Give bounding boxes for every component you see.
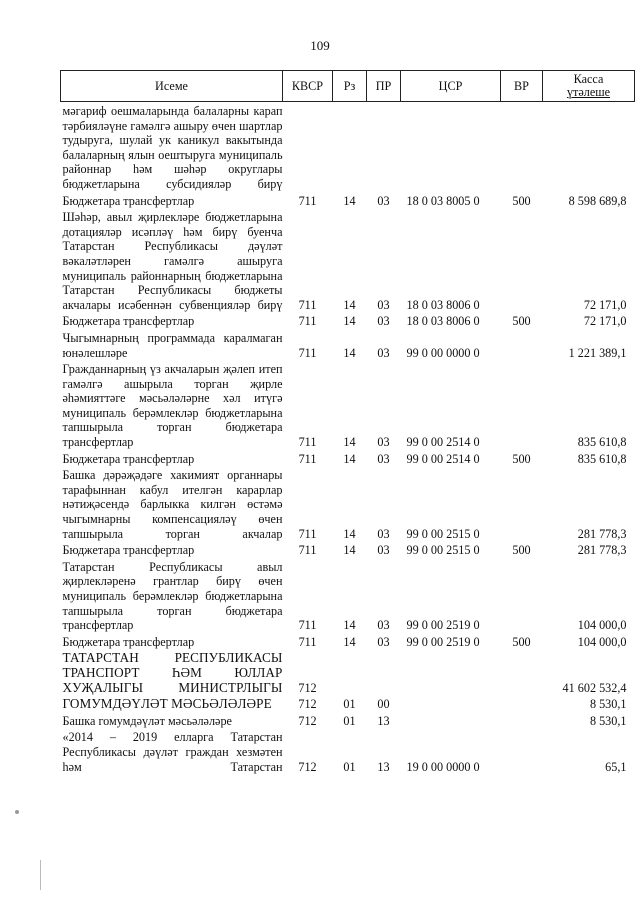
cell-name: «2014 – 2019 елларга Татарстан Республикасы дәүләт граждан хезмәтен һәм Татарстан xyxy=(62,730,283,774)
cell-rz: 01 xyxy=(343,759,356,774)
cell-csr xyxy=(401,649,501,695)
cell-amount: 281 778,3 xyxy=(577,526,627,541)
cell-pr: 03 xyxy=(377,526,390,541)
cell-csr: 18 0 03 8006 0 xyxy=(406,297,480,312)
cell-kvsr: 711 xyxy=(298,345,317,360)
cell-kvsr: 711 xyxy=(298,526,317,541)
table-row xyxy=(61,712,635,729)
col-header-csr: ЦСР xyxy=(401,71,501,102)
cell-pr: 13 xyxy=(377,713,390,728)
table-row xyxy=(61,208,635,312)
cell-pr: 03 xyxy=(377,193,390,208)
cell-amount: 835 610,8 xyxy=(577,451,627,466)
table-row xyxy=(61,541,635,558)
cell-name: Бюджетара трансфертлар xyxy=(62,314,195,329)
cell-rz: 14 xyxy=(343,345,356,360)
cell-amount: 8 530,1 xyxy=(589,713,627,728)
cell-pr xyxy=(367,102,401,192)
scan-line xyxy=(40,860,41,890)
cell-name: Бюджетара трансфертлар xyxy=(62,634,195,649)
budget-table xyxy=(60,70,635,774)
col-header-vr: ВР xyxy=(501,71,543,102)
cell-csr: 18 0 03 8005 0 xyxy=(406,193,480,208)
cell-vr xyxy=(501,695,543,712)
cell-pr: 03 xyxy=(377,634,390,649)
cell-amount xyxy=(543,102,635,192)
cell-pr: 03 xyxy=(377,618,390,633)
col-header-kvsr: КВСР xyxy=(283,71,333,102)
cell-vr: 500 xyxy=(512,543,531,558)
cell-rz: 14 xyxy=(343,297,356,312)
col-header-name: Исеме xyxy=(61,71,283,102)
cell-vr xyxy=(501,728,543,774)
cell-rz: 14 xyxy=(343,526,356,541)
cell-pr: 03 xyxy=(377,435,390,450)
cell-rz: 14 xyxy=(343,435,356,450)
table-row xyxy=(61,728,635,774)
cell-vr xyxy=(501,712,543,729)
cell-kvsr xyxy=(283,102,333,192)
cell-rz xyxy=(333,102,367,192)
cell-amount: 8 530,1 xyxy=(589,697,627,712)
cell-rz xyxy=(333,649,367,695)
cell-rz: 14 xyxy=(343,618,356,633)
cell-vr xyxy=(501,558,543,633)
cell-pr xyxy=(367,649,401,695)
cell-name: ГОМУМДӘҮЛӘТ МӘСЬӘЛӘЛӘРЕ xyxy=(62,696,272,712)
cell-amount: 104 000,0 xyxy=(577,634,627,649)
cell-csr: 99 0 00 0000 0 xyxy=(406,345,480,360)
cell-amount: 72 171,0 xyxy=(583,314,627,329)
table-row xyxy=(61,466,635,541)
cell-pr: 03 xyxy=(377,451,390,466)
cell-kvsr: 711 xyxy=(298,297,317,312)
cell-amount: 8 598 689,8 xyxy=(568,193,627,208)
cell-kvsr: 711 xyxy=(298,193,317,208)
table-row xyxy=(61,695,635,712)
cell-vr xyxy=(501,208,543,312)
cell-amount: 104 000,0 xyxy=(577,618,627,633)
cell-csr: 99 0 00 2515 0 xyxy=(406,526,480,541)
cell-rz: 14 xyxy=(343,543,356,558)
cell-name: Чыгымнарның программада каралмаган юнәлешләре xyxy=(62,330,283,360)
cell-pr: 00 xyxy=(377,697,390,712)
cell-csr xyxy=(401,102,501,192)
cell-vr xyxy=(501,466,543,541)
cell-rz: 14 xyxy=(343,193,356,208)
cell-kvsr: 711 xyxy=(298,543,317,558)
cell-vr: 500 xyxy=(512,193,531,208)
col-header-kassa xyxy=(543,71,635,102)
cell-csr: 99 0 00 2515 0 xyxy=(406,543,480,558)
cell-kvsr: 711 xyxy=(298,618,317,633)
table-row xyxy=(61,192,635,209)
cell-csr xyxy=(401,712,501,729)
cell-pr: 03 xyxy=(377,297,390,312)
cell-rz: 14 xyxy=(343,634,356,649)
col-header-pr: ПР xyxy=(367,71,401,102)
cell-pr: 03 xyxy=(377,345,390,360)
cell-vr xyxy=(501,360,543,450)
cell-csr: 99 0 00 2514 0 xyxy=(406,435,480,450)
table-row xyxy=(61,558,635,633)
cell-rz: 01 xyxy=(343,713,356,728)
table-row xyxy=(61,360,635,450)
cell-kvsr: 712 xyxy=(298,759,317,774)
cell-kvsr: 711 xyxy=(298,435,317,450)
cell-csr: 18 0 03 8006 0 xyxy=(406,314,480,329)
cell-amount: 281 778,3 xyxy=(577,543,627,558)
cell-pr: 13 xyxy=(377,759,390,774)
cell-kvsr: 712 xyxy=(298,680,317,695)
cell-vr: 500 xyxy=(512,314,531,329)
scan-mark xyxy=(15,810,19,814)
cell-name: Шәһәр, авыл җирлекләре бюджетларына дотацияләр исәпләү һәм бирү буенча Татарстан Республикасы дәүләт вәкаләтләрен гамәлгә ашыруга муниципаль районнарның бюджетларына Татарстан Республикасы бюджеты акчалары исәбеннән субвенцияләр бирү xyxy=(62,210,283,312)
col-header-kassa-line2: үтәлеше xyxy=(566,85,611,99)
cell-amount: 1 221 389,1 xyxy=(568,345,627,360)
cell-pr: 03 xyxy=(377,314,390,329)
cell-rz: 14 xyxy=(343,314,356,329)
cell-csr: 19 0 00 0000 0 xyxy=(406,759,480,774)
cell-amount: 65,1 xyxy=(605,759,627,774)
cell-amount: 41 602 532,4 xyxy=(562,680,627,695)
cell-csr xyxy=(401,695,501,712)
table-row xyxy=(61,312,635,329)
cell-rz: 01 xyxy=(343,697,356,712)
cell-vr: 500 xyxy=(512,634,531,649)
col-header-kassa-line1: Касса xyxy=(573,72,604,86)
cell-name: Татарстан Республикасы авыл җирлекләренә грантлар бирү өчен муниципаль берәмлекләр бюджетларына тапшырыла торган бюджетара трансфертлар xyxy=(62,559,283,633)
table-row xyxy=(61,633,635,650)
cell-vr xyxy=(501,649,543,695)
table-body xyxy=(61,102,635,775)
table-row xyxy=(61,450,635,467)
cell-kvsr: 711 xyxy=(298,314,317,329)
cell-vr xyxy=(501,329,543,360)
cell-name: Башка гомумдәүләт мәсьәләләре xyxy=(62,713,232,728)
cell-kvsr: 711 xyxy=(298,634,317,649)
cell-kvsr: 711 xyxy=(298,451,317,466)
page-number: 109 xyxy=(310,38,330,53)
cell-name: Гражданнарның үз акчаларын җәлеп итеп гамәлгә ашырыла торган җирле әһәмияттәге мәсьәләләрне хәл итүгә муниципаль берәмлекләр бюджетларына тапшырыла торган бюджетара трансфертлар xyxy=(62,362,283,450)
cell-name: Башка дәрәҗәдәге хакимият органнары тарафыннан кабул ителгән карарлар нәтиҗәсендә барлыкка килгән өстәмә чыгымнарны компенсацияләү өчен тапшырыла торган акчалар xyxy=(62,468,283,541)
cell-kvsr: 712 xyxy=(298,697,317,712)
cell-rz: 14 xyxy=(343,451,356,466)
cell-csr: 99 0 00 2519 0 xyxy=(406,618,480,633)
cell-csr: 99 0 00 2514 0 xyxy=(406,451,480,466)
cell-vr xyxy=(501,102,543,192)
cell-amount: 72 171,0 xyxy=(583,297,627,312)
cell-pr: 03 xyxy=(377,543,390,558)
cell-name: Бюджетара трансфертлар xyxy=(62,451,195,466)
table-header-row xyxy=(61,71,635,102)
table-row xyxy=(61,102,635,192)
table-row xyxy=(61,329,635,360)
cell-name: мәгариф оешмаларында балаларны карап тәрбияләүне гамәлгә ашыру өчен шартлар тудыруга, шулай ук каникул вакытында балаларның ялын оештыруга муниципаль районнар һәм шәһәр округлары бюджетларына субсидияләр бирү xyxy=(62,104,283,191)
cell-amount: 835 610,8 xyxy=(577,435,627,450)
cell-csr: 99 0 00 2519 0 xyxy=(406,634,480,649)
cell-kvsr: 712 xyxy=(298,713,317,728)
cell-name: Бюджетара трансфертлар xyxy=(62,543,195,558)
table-row xyxy=(61,649,635,695)
cell-vr: 500 xyxy=(512,451,531,466)
col-header-rz: Рз xyxy=(333,71,367,102)
cell-name: Бюджетара трансфертлар xyxy=(62,193,195,208)
cell-name: ТАТАРСТАН РЕСПУБЛИКАСЫ ТРАНСПОРТ ҺӘМ ЮЛЛАР ХУҖАЛЫГЫ МИНИСТРЛЫГЫ xyxy=(62,650,283,695)
